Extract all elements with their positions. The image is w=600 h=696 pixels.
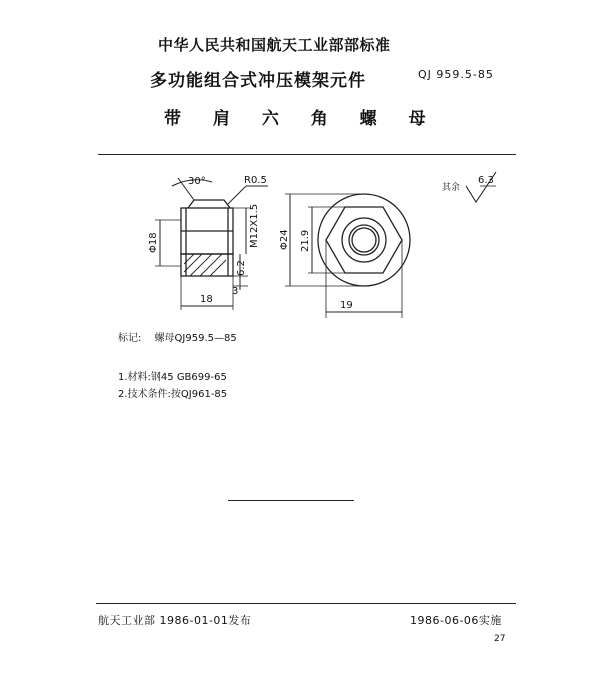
- end-rule: [228, 500, 354, 501]
- footer-rule: [96, 603, 516, 604]
- roughness-prefix: 其余: [442, 183, 461, 193]
- nut-side-view: [181, 200, 233, 276]
- marking-label: 标记:: [118, 333, 142, 344]
- radius-label: R0.5: [244, 175, 267, 186]
- roughness-value: 6.3: [478, 175, 494, 186]
- nut-top-view: [318, 194, 410, 286]
- across-flats-label: 21.9: [300, 229, 311, 252]
- dim-3-label: 3: [232, 286, 239, 297]
- document-title: 多功能组合式冲压模架元件: [150, 71, 366, 91]
- d18-label: Φ18: [148, 232, 159, 253]
- section-hatching: [184, 254, 226, 276]
- angle-label: 30°: [188, 176, 206, 187]
- issue-date: 航天工业部 1986-01-01发布: [98, 614, 252, 627]
- marking-line: [118, 329, 237, 344]
- thread-label: M12X1.5: [249, 203, 260, 248]
- page-number: 27: [494, 634, 506, 644]
- length-label: 18: [200, 294, 213, 305]
- document-subtitle: 带 肩 六 角 螺 母: [164, 109, 434, 129]
- dim-62-label: 6.2: [236, 260, 247, 276]
- height-label: 19: [340, 300, 353, 311]
- marking-value: 螺母QJ959.5—85: [154, 333, 237, 344]
- implementation-date: 1986-06-06实施: [410, 614, 502, 627]
- note-material: 1.材料:钢45 GB699-65: [118, 372, 227, 383]
- organization-title: 中华人民共和国航天工业部部标准: [158, 36, 391, 54]
- note-technical: 2.技术条件:按QJ961-85: [118, 389, 228, 400]
- d24-label: Φ24: [279, 229, 290, 250]
- standard-number: QJ 959.5-85: [418, 68, 494, 81]
